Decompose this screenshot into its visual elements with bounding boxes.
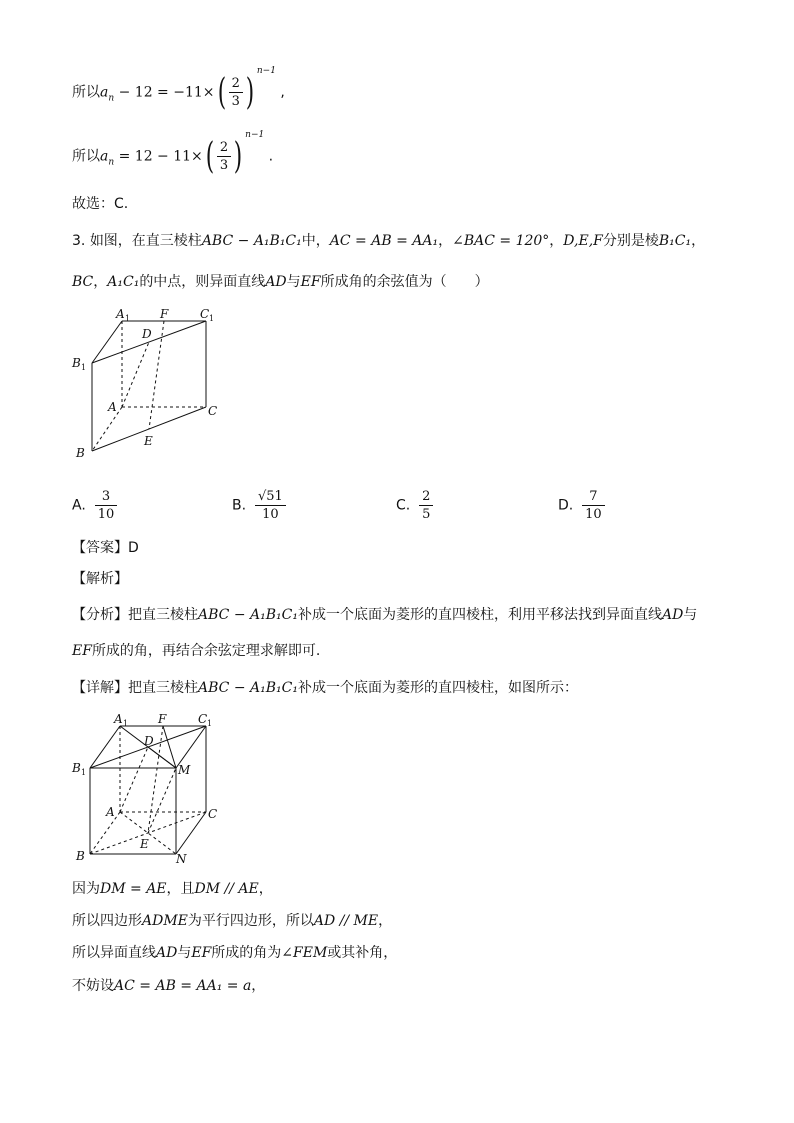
fenxi-line-1: 【分析】把直三棱柱ABC − A₁B₁C₁补成一个底面为菱形的直四棱柱，利用平移法找到异面直线AD与 [72,607,698,623]
fig2-label-E: E [140,837,149,851]
svg-text:1: 1 [123,719,129,728]
fig2-label-B1: B [72,761,81,775]
fig2-label-M: M [178,763,191,777]
fenxi-line-2: EF所成的角，再结合余弦定理求解即可. [72,643,321,659]
fig2-label-A1: A [114,712,123,726]
svg-text:1: 1 [207,719,213,728]
fig1-label-F: F [160,307,169,321]
fraction: $\frac{2}{3}$ [229,75,243,110]
fig2-label-A: A [106,805,115,819]
fig2-label-D: D [144,734,154,748]
solution-line-1: 因为DM = AE，且DM // AE， [72,881,273,897]
question-line-2: BC，A₁C₁的中点，则异面直线AD与EF所成角的余弦值为（ ） [72,274,489,290]
xiangjie-line: 【详解】把直三棱柱ABC − A₁B₁C₁补成一个底面为菱形的直四棱柱，如图所示： [72,680,578,696]
option-c[interactable]: C. $\frac{2}{5}$ [396,488,433,523]
fig2-label-C: C [208,807,218,821]
formula-line-2: 所以$a_n = 12 - 11\times$( $\frac{2}{3}$ )$^{n-1}$ . [72,130,274,177]
prism-figure-1 [70,305,230,460]
fig1-label-A1: A [116,307,125,321]
solution-line-2: 所以四边形ADME为平行四边形，所以AD // ME， [72,913,393,929]
fig1-label-B1: B [72,356,81,370]
prism-figure-2 [70,710,230,870]
svg-text:1: 1 [81,768,87,777]
fig2-label-N: N [176,852,187,866]
svg-text:1: 1 [125,314,131,323]
fig1-label-D: D [142,327,152,341]
previous-answer: 故选：C. [72,196,129,212]
fig1-label-E: E [144,434,153,448]
svg-text:1: 1 [81,363,87,372]
analysis-heading: 【解析】 [72,571,128,587]
fig1-label-C: C [208,404,218,418]
fig1-label-A: A [108,400,117,414]
answer-line: 【答案】D [72,540,139,556]
fig2-label-F: F [158,712,167,726]
fig1-label-B: B [76,446,85,460]
formula-line-1: 所以$a_n - 12 = -11\times$( $\frac{2}{3}$ )$^{n-1}$ , [72,66,285,113]
question-line-1: 3. 如图，在直三棱柱ABC − A₁B₁C₁中，AC = AB = AA₁，∠BAC = 120°，D,E,F分别是棱B₁C₁， [72,233,706,249]
option-d[interactable]: D. $\frac{7}{10}$ [558,488,605,523]
option-b[interactable]: B. $\frac{√51}{10}$ [232,488,286,523]
fraction: $\frac{2}{3}$ [217,139,231,174]
option-a[interactable]: A. $\frac{3}{10}$ [72,488,117,523]
fig2-label-B: B [76,849,85,863]
svg-text:1: 1 [209,314,215,323]
fig1-label-C1: C [200,307,210,321]
solution-line-3: 所以异面直线AD与EF所成的角为∠FEM或其补角， [72,945,398,961]
fig2-label-C1: C [198,712,208,726]
solution-line-4: 不妨设AC = AB = AA₁ = a， [72,978,266,994]
